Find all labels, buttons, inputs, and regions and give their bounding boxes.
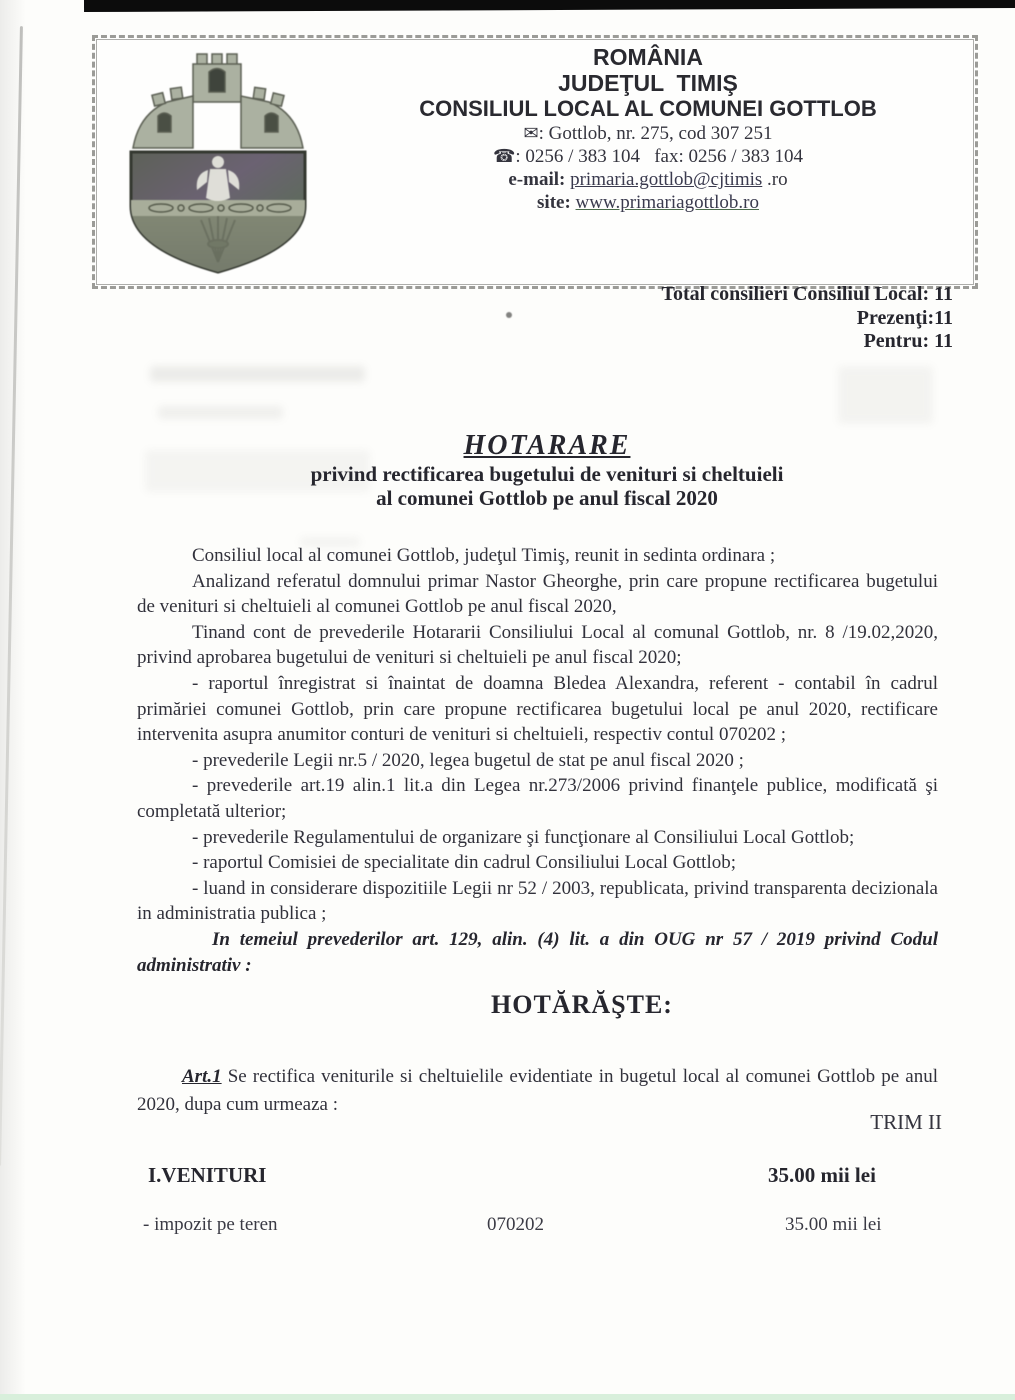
preamble-paragraph: - prevederile Legii nr.5 / 2020, legea bugetul de stat pe anul fiscal 2020 ;	[192, 749, 744, 771]
council-info	[661, 283, 953, 354]
decision-heading: HOTĂRĂŞTE:	[491, 990, 673, 1019]
preamble-paragraph: Analizand referatul domnului primar Nastor Gheorghe, prin care propune rectificarea bugetului de venituri si cheltuieli al comunei Gottlob pe anul fiscal 2020,	[137, 570, 938, 618]
country-name: ROMÂNIA	[593, 44, 703, 70]
preamble-paragraph: - raportul Comisiei de specialitate din cadrul Consiliului Local Gottlob;	[192, 852, 737, 874]
scan-left-shade	[0, 0, 26, 1400]
email-link[interactable]: primaria.gottlob@cjtimis	[570, 169, 763, 190]
phone-text: : 0256 / 383 104 fax: 0256 / 383 104	[515, 146, 804, 167]
scan-bottom-strip	[0, 1394, 1015, 1400]
trim-label: TRIM II	[870, 1110, 942, 1134]
venituri-row	[143, 1214, 923, 1236]
bleedthrough-smudge	[150, 366, 365, 382]
preamble-paragraph: Consiliul local al comunei Gottlob, judeţul Timiş, reunit in sedinta ordinara ;	[192, 545, 776, 566]
document-title: HOTARARE	[463, 430, 631, 461]
preamble-paragraph: - luand in considerare dispozitiile Legii nr 52 / 2003, republicata, privind transparenta decizionala in administratia publica ;	[137, 877, 938, 925]
article-1-label: Art.1	[182, 1066, 222, 1087]
venituri-heading: I.VENITURI	[148, 1163, 267, 1187]
council-present: Prezenţi:11	[856, 306, 953, 329]
council-total: Total consilieri Consiliul Local: 11	[661, 283, 953, 305]
address-text: : Gottlob, nr. 275, cod 307 251	[538, 123, 773, 144]
address-line	[327, 122, 969, 145]
bleedthrough-smudge	[158, 406, 283, 419]
letterhead-box	[92, 35, 978, 289]
phone-icon: ☎	[492, 146, 516, 166]
site-line	[327, 191, 969, 214]
venituri-heading-amount: 35.00 mii lei	[768, 1163, 876, 1187]
scan-edge-bar	[84, 0, 1015, 12]
preamble-paragraph: - raportul înregistrat si înaintat de doamna Bledea Alexandra, referent - contabil în cadrul primăriei comunei Gottlob, prin care propune rectificarea bugetului local pe anul 2020, rectificare intervenita asupra anumitor conturi de venituri si cheltuieli, respectiv contul 070202 ;	[137, 672, 938, 746]
document-subtitle-line1: privind rectificarea bugetului de venituri si cheltuieli	[310, 462, 784, 486]
email-line	[327, 168, 969, 191]
venituri-row-amount: 35.00 mii lei	[785, 1214, 882, 1235]
preamble-paragraph: Tinand cont de prevederile Hotararii Consiliului Local al comunal Gottlob, nr. 8 /19.02,2020, privind aprobarea bugetului de venituri si cheltuieli pe anul fiscal 2020;	[137, 621, 938, 669]
council-votes-for: Pentru: 11	[863, 330, 953, 352]
preamble-section	[137, 543, 938, 978]
envelope-icon: ✉	[523, 123, 539, 143]
coat-of-arms	[109, 48, 327, 276]
bleedthrough-smudge	[838, 366, 933, 424]
mural-crown	[133, 54, 303, 148]
site-label: site:	[537, 192, 576, 213]
document-title-block	[147, 430, 947, 510]
phone-line	[327, 145, 969, 168]
venituri-row-code: 070202	[487, 1214, 544, 1235]
article-1	[137, 1063, 938, 1119]
email-label: e-mail:	[508, 169, 571, 190]
county-name: JUDEŢUL TIMIŞ	[558, 70, 738, 96]
email-suffix: .ro	[762, 169, 788, 190]
site-link[interactable]: www.primariagottlob.ro	[575, 192, 759, 213]
article-1-text: Se rectifica veniturile si cheltuielile evidentiate in bugetul local al comunei Gottlob pe anul 2020, dupa cum urmeaza :	[137, 1066, 938, 1115]
preamble-paragraph: - prevederile Regulamentului de organizare şi funcţionare al Consiliului Local Gottlob;	[192, 826, 855, 848]
venituri-row-label: - impozit pe teren	[143, 1214, 278, 1235]
venituri-heading-row	[148, 1163, 908, 1188]
legal-basis-paragraph: In temeiul prevederilor art. 129, alin. (4) lit. a din OUG nr 57 / 2019 privind Codul administrativ :	[137, 928, 938, 976]
institution-name: CONSILIUL LOCAL AL COMUNEI GOTTLOB	[419, 96, 877, 121]
preamble-paragraph: - prevederile art.19 alin.1 lit.a din Legea nr.273/2006 privind finanţele publice, modificată şi completată ulterior;	[137, 775, 938, 822]
ink-dot-artifact	[506, 312, 512, 318]
document-subtitle-line2: al comunei Gottlob pe anul fiscal 2020	[376, 486, 718, 510]
